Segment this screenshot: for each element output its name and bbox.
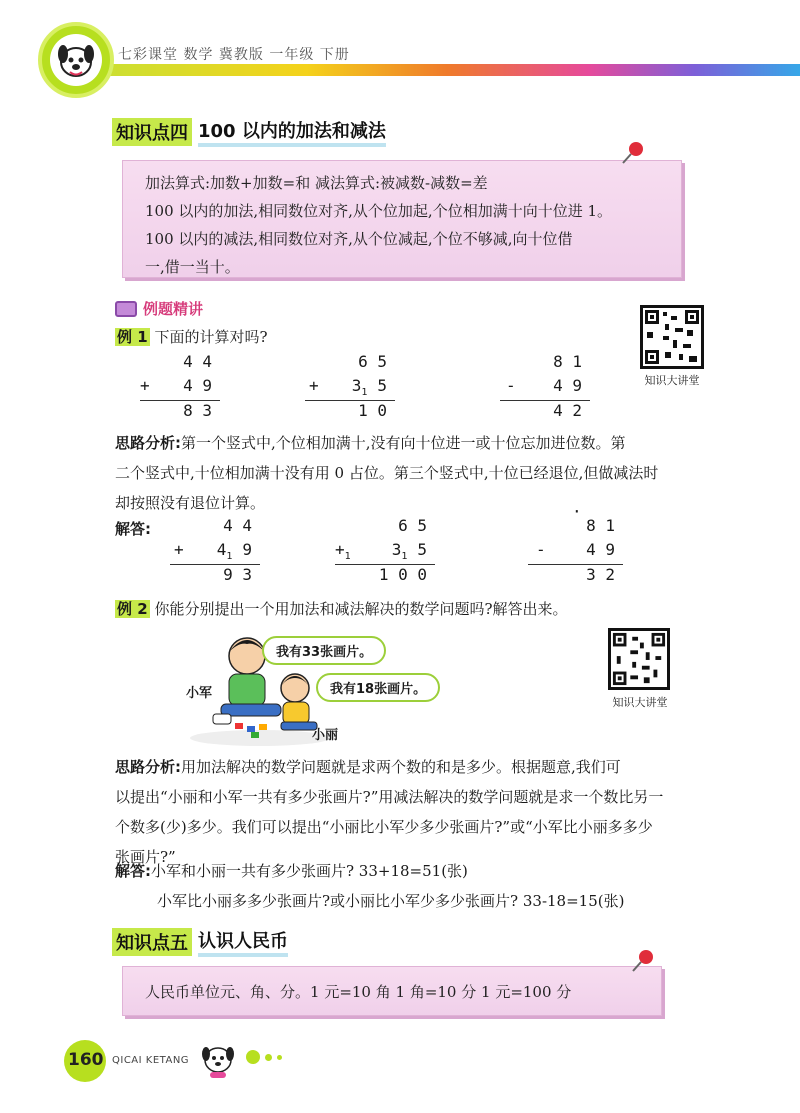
analysis-label: 思路分析: [115,434,181,452]
decor-dot [277,1055,282,1060]
section-name: 100 以内的加法和减法 [198,117,386,147]
calc-bottom: 4 [216,540,227,559]
note-line: 100 以内的加法,相同数位对齐,从个位加起,个位相加满十向十位进 1。 [145,202,613,220]
calc-op: $+_1$ [335,540,351,563]
dog-mascot-icon [50,34,102,86]
name-label: 小军 [186,686,213,701]
analysis-text: 第一个竖式中,个位相加满十,没有向十位进一或十位忘加进位数。第 [181,434,626,452]
vertical-calc [335,516,435,589]
answer-2 [115,856,755,916]
analysis-text: 以提出“小丽和小军一共有多少张画片?”用减法解决的数学问题就是求一个数比另一 [115,788,664,806]
name-label: 小丽 [312,728,339,743]
analysis-2 [115,752,715,872]
speech-bubble: 我有18张画片。 [316,673,440,702]
pushpin-icon [620,140,646,166]
calc-top: 4 4 [183,352,212,371]
vertical-calc [170,516,260,589]
footer-brand: QICAI KETANG [112,1055,190,1066]
vertical-calc [305,352,395,425]
speech-bubble: 我有33张画片。 [262,636,386,665]
decor-dot [246,1050,260,1064]
section-tag: 知识点四 [112,118,192,146]
calc-bottom: 9 [242,540,252,559]
calc-top: 6 5 [358,352,387,371]
calc-result: 3 2 [586,565,615,584]
calc-op: + [309,376,319,395]
pushpin-icon [630,948,656,974]
qr-label: 知识大讲堂 [644,374,700,387]
knowledge-note-box [122,966,662,1016]
analysis-text: 张画片?” [115,848,176,866]
borrow-dot: · [572,502,582,521]
answer-text: 小军比小丽多多少张画片?或小丽比小军少多少张画片? 33-18=15(张) [157,892,625,910]
section-title-5 [112,928,288,956]
question-text: 你能分别提出一个用加法和减法解决的数学问题吗?解答出来。 [154,600,568,618]
calc-top: 8 1 [586,516,615,535]
example-2-question [115,594,568,624]
section-title-4 [112,118,386,146]
qr-code-icon[interactable] [640,305,704,369]
header-title: 七彩课堂 数学 冀教版 一年级 下册 [118,47,350,63]
book-icon [115,301,137,317]
calc-bottom: 3 [391,540,402,559]
calc-bottom: 5 [417,540,427,559]
analysis-1 [115,428,715,518]
example-label: 例 1 [117,328,148,346]
calc-result: 1 0 [358,401,387,420]
calc-result: 8 3 [183,401,212,420]
analysis-text: 个数多(少)多少。我们可以提出“小丽比小军少多少张画片?”或“小军比小丽多多少 [115,818,653,836]
answer-text: 小军和小丽一共有多少张画片? 33+18=51(张) [151,862,468,880]
carry-digit: 1 [361,387,368,399]
dog-mascot-icon [196,1040,240,1080]
note-line: 加法算式:加数+加数=和 减法算式:被减数-减数=差 [145,174,488,192]
calc-top: 4 4 [223,516,252,535]
calc-op: + [174,540,184,559]
calc-result: 4 2 [553,401,582,420]
note-line: 人民币单位元、角、分。1 元=10 角 1 角=10 分 1 元=100 分 [145,983,572,1001]
calc-op: - [536,540,546,559]
question-text: 下面的计算对吗? [154,328,268,346]
analysis-text: 二个竖式中,十位相加满十没有用 0 占位。第三个竖式中,十位已经退位,但做减法时 [115,464,659,482]
examples-heading [115,298,203,319]
calc-op: - [506,376,516,395]
decor-dot [265,1054,272,1061]
qr-label: 知识大讲堂 [612,696,668,709]
calc-result: 9 3 [223,565,252,584]
analysis-text: 却按照没有退位计算。 [115,494,266,512]
vertical-calc [140,352,220,425]
calc-bottom: 4 9 [183,376,212,395]
calc-bottom: 3 [351,376,362,395]
page-number: 160 [68,1050,104,1070]
carry-digit: 1 [401,551,408,563]
analysis-text: 用加法解决的数学问题就是求两个数的和是多少。根据题意,我们可 [181,758,621,776]
vertical-calc [528,502,623,589]
note-line: 100 以内的减法,相同数位对齐,从个位减起,个位不够减,向十位借 [145,230,573,248]
analysis-label: 思路分析: [115,758,181,776]
calc-op: + [140,376,150,395]
answer-label: 解答: [115,520,151,538]
knowledge-note-box [122,160,682,278]
section-name: 认识人民币 [198,927,288,957]
header-logo-circle [38,22,114,98]
example-label: 例 2 [117,600,148,618]
examples-heading-text: 例题精讲 [143,300,204,318]
note-line: 一,借一当十。 [145,258,240,276]
calc-bottom: 5 [377,376,387,395]
answer-label: 解答: [115,862,151,880]
section-tag: 知识点五 [112,928,192,956]
calc-bottom: 4 9 [553,376,582,395]
example-1-question [115,322,268,352]
carry-digit: 1 [226,551,233,563]
qr-code-icon[interactable] [608,628,670,690]
calc-top: 6 5 [398,516,427,535]
vertical-calc [500,352,590,425]
calc-result: 1 0 0 [378,565,427,584]
calc-top: 8 1 [553,352,582,371]
calc-bottom: 4 9 [586,540,615,559]
header-color-bar [95,64,800,76]
